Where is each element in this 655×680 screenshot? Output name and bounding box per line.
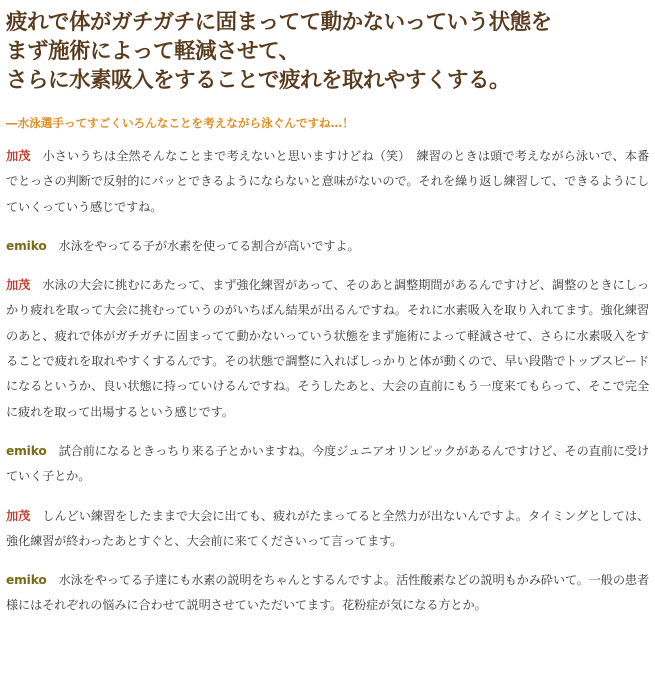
- dialogue-text: しんどい練習をしたままで大会に出ても、疲れがたまってると全然力が出ないんですよ。タイミングとしては、強化練習が終わったあとすぐと、大会前に来てくださいって言ってます。: [6, 508, 650, 548]
- headline-line-3: さらに水素吸入をすることで疲れを取れやすくする。: [6, 68, 511, 93]
- lead-question: ―水泳選手ってすごくいろんなことを考えながら泳ぐんですね…！: [6, 116, 354, 130]
- dialogue-text: 水泳の大会に挑むにあたって、まず強化練習があって、そのあと調整期間があるんですけど、調整のときにしっかり疲れを取って大会に挑むっていうのがいちばん結果が出るんですね。それに水素吸入を取り入れてます。強化練習のあと、疲れで体がガチガチに固まってて動かないっていう状態をまず施術によって軽減させて、さらに水素吸入をすることで疲れを取れやすくするんです。その状態で調整に入ればしっかりと体が動くので、早い段階でトップスピードになるというか、良い状態に持っていけるんですね。そうしたあと、大会の直前にもう一度来てもらって、そこで完全に疲れを取って出場するという感じです。: [6, 278, 649, 419]
- headline: [6, 8, 649, 95]
- headline-line-2: まず施術によって軽減させて、: [6, 39, 300, 64]
- speaker-name: emiko: [6, 573, 47, 588]
- speaker-name: emiko: [6, 238, 47, 253]
- dialogue-text: 小さいうちは全然そんなことまで考えないと思いますけどね（笑） 練習のときは頭で考えながら泳いで、本番でとっさの判断で反射的にパッとできるようにならないと意味がないので。それを繰り返し練習して、できるようにしていくっていう感じですね。: [6, 149, 650, 214]
- dialogue-entry: [6, 568, 649, 619]
- speaker-name: 加茂: [6, 508, 31, 523]
- dialogue-text: 水泳をやってる子達にも水素の説明をちゃんとするんですよ。活性酸素などの説明もかみ砕いて。一般の患者様にはそれぞれの悩みに合わせて説明させていただいてます。花粉症が気になる方とか。: [6, 573, 649, 613]
- dialogue-text: 水泳をやってる子が水素を使ってる割合が高いですよ。: [58, 238, 360, 253]
- dialogue-entry: [6, 273, 649, 425]
- dialogue-entry: [6, 439, 649, 490]
- dialogue-entry: [6, 234, 649, 259]
- dialogue-entry: [6, 144, 649, 220]
- speaker-name: 加茂: [6, 149, 31, 163]
- speaker-name: emiko: [6, 443, 47, 458]
- dialogue: [6, 144, 649, 619]
- dialogue-text: 試合前になるときっちり来る子とかいますね。今度ジュニアオリンピックがあるんですけど、その直前に受けていく子とか。: [6, 443, 649, 484]
- headline-line-1: 疲れで体がガチガチに固まってて動かないっていう状態を: [6, 10, 552, 35]
- dialogue-entry: [6, 504, 649, 555]
- speaker-name: 加茂: [6, 278, 31, 293]
